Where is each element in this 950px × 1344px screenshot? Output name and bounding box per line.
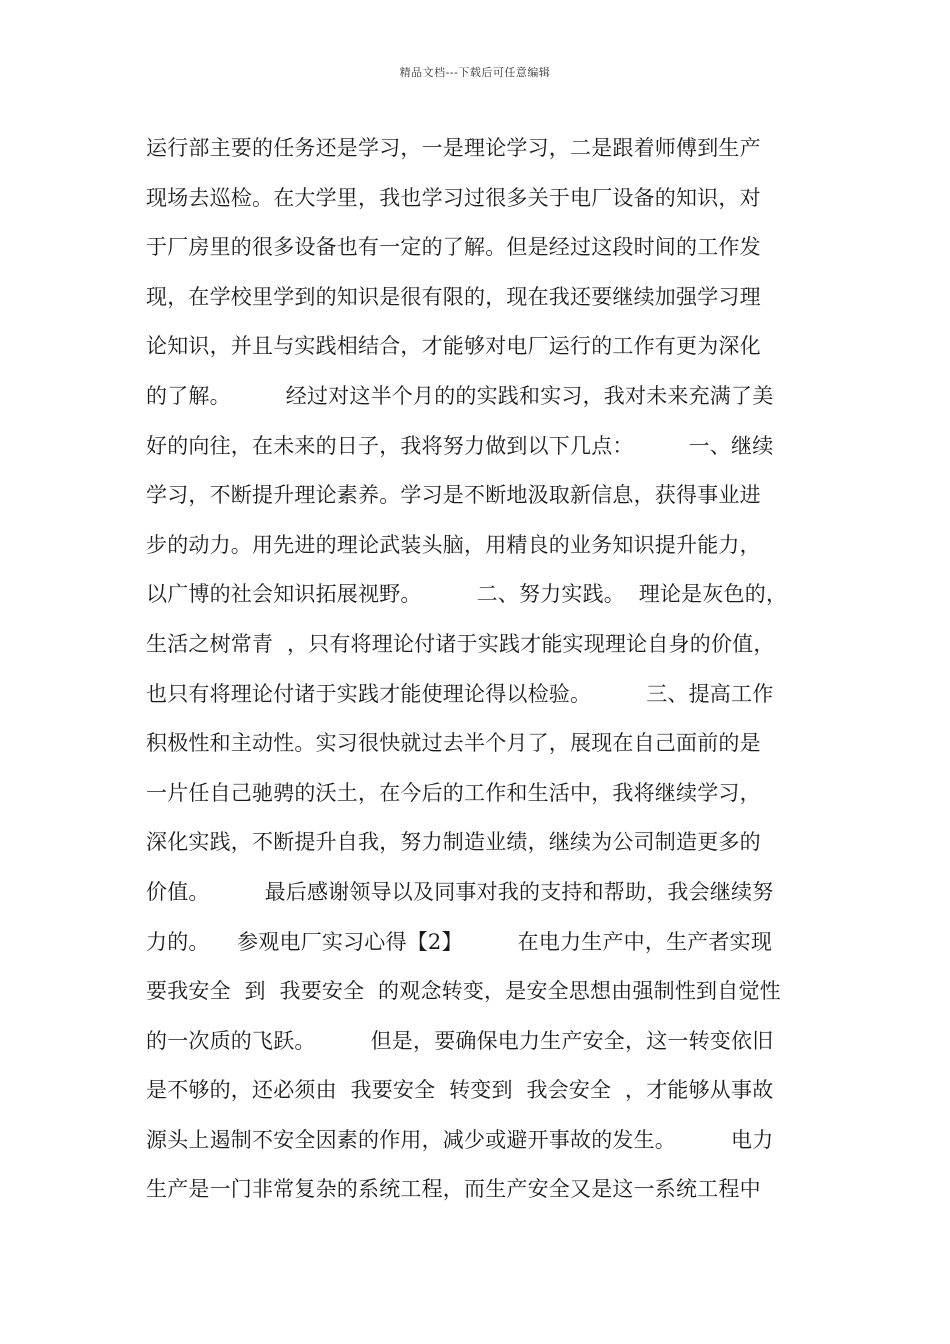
document-body [146, 128, 818, 1219]
page-header: 精品文档---下载后可任意编辑 [399, 66, 551, 79]
text-line: 步的动力。用先进的理论武装头脑，用精良的业务知识提升能力， [146, 532, 761, 557]
text-line: 价值。 最后感谢领导以及同事对我的支持和帮助，我会继续努 [146, 879, 774, 904]
text-line: 力的。 参观电厂实习心得【2】 在电力生产中，生产者实现 [146, 929, 773, 954]
text-line: 积极性和主动性。实习很快就过去半个月了，展现在自己面前的是 [146, 731, 761, 756]
text-line: 是不够的，还必须由 我要安全 转变到 我会安全 ，才能够从事故 [146, 1078, 774, 1103]
text-line: 的了解。 经过对这半个月的的实践和实习，我对未来充满了美 [146, 383, 774, 408]
text-line: 深化实践，不断提升自我，努力制造业绩，继续为公司制造更多的 [146, 830, 761, 855]
text-line: 于厂房里的很多设备也有一定的了解。但是经过这段时间的工作发 [146, 235, 761, 260]
text-line: 论知识，并且与实践相结合，才能够对电厂运行的工作有更为深化 [146, 334, 761, 359]
text-line: 的一次质的飞跃。 但是，要确保电力生产安全，这一转变依旧 [146, 1028, 774, 1053]
text-line: 生产是一门非常复杂的系统工程，而生产安全又是这一系统工程中 [146, 1177, 761, 1202]
text-line: 要我安全 到 我要安全 的观念转变，是安全思想由强制性到自觉性 [146, 979, 781, 1004]
text-line: 源头上遏制不安全因素的作用，减少或避开事故的发生。 电力 [146, 1127, 774, 1152]
text-line: 现场去巡检。在大学里，我也学习过很多关于电厂设备的知识，对 [146, 185, 761, 210]
text-line: 也只有将理论付诸于实践才能使理论得以检验。 三、提高工作 [146, 681, 774, 706]
text-line: 好的向往，在未来的日子，我将努力做到以下几点： 一、继续 [146, 433, 774, 458]
text-line: 现，在学校里学到的知识是很有限的，现在我还要继续加强学习理 [146, 284, 761, 309]
text-line: 以广博的社会知识拓展视野。 二、努力实践。 理论是灰色的， [146, 582, 788, 607]
text-line: 学习，不断提升理论素养。学习是不断地汲取新信息，获得事业进 [146, 483, 761, 508]
text-line: 运行部主要的任务还是学习，一是理论学习，二是跟着师傅到生产 [146, 136, 761, 160]
text-line: 生活之树常青 ，只有将理论付诸于实践才能实现理论自身的价值， [146, 631, 775, 656]
text-line: 一片任自己驰骋的沃土，在今后的工作和生活中，我将继续学习， [146, 780, 761, 805]
